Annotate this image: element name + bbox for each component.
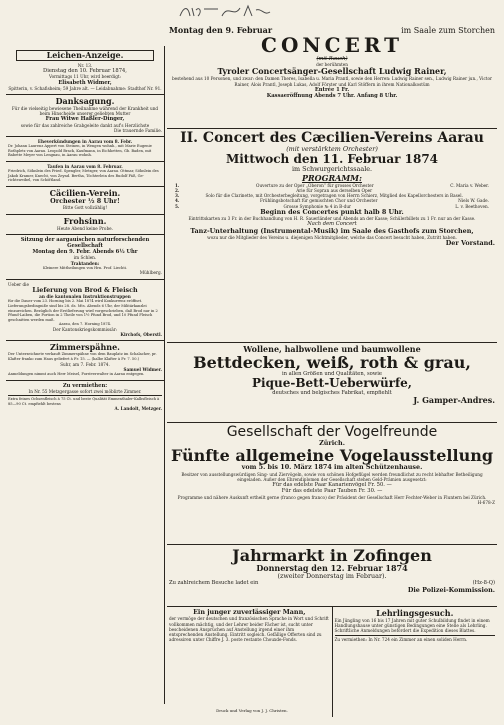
zimmerspaehne xyxy=(6,341,164,380)
footer-imprint: Druck und Verlag von J. J. Christen. xyxy=(216,708,288,713)
bett-sub: in allen Größen und Qualitäten, sowie xyxy=(282,371,382,377)
caecil-tickets: Eintrittskarten zu 3 Fr. in der Buchhandlung von H. R. Sauerländer und Abends an der Kasse; Schülerbillets zu 1 Fr. nur an der Kasse. xyxy=(188,216,476,222)
program-item-text: Ouverture zu der Oper „Oberon“ für grosses Orchester xyxy=(256,182,374,188)
newspaper-page xyxy=(2,2,500,720)
dank-title: Danksagung. xyxy=(55,96,115,107)
sitzung-sign: Mühlberg. xyxy=(139,270,162,276)
program-item-composer: L. v. Beethoven. xyxy=(455,203,489,209)
vogel-code: H-678-Z xyxy=(477,499,495,505)
vogelfreunde-ad xyxy=(167,423,497,545)
program-item-number: 2. xyxy=(175,188,180,194)
concert-date: Montag den 9. Februar xyxy=(169,25,273,35)
verm-title: Zu vermiethen: xyxy=(62,382,108,389)
program-list xyxy=(169,183,495,209)
brod-sub: an die kantonalen Instruktionstruppen xyxy=(39,294,131,300)
bett-title2: Pique-Bett-Ueberwürfe, xyxy=(252,376,412,391)
dank-name: Frau Witwe Haßler-Dinger, xyxy=(45,116,125,123)
brod-intro: Ueber die xyxy=(8,281,29,287)
verm-sign: A. Landolt, Metzger. xyxy=(114,406,162,412)
mann-text: der vermöge der deutschen und französischen Sprache in Wort und Schrift vollkommen mächtig, und der Lehrer beider Fächer ist, sucht unter bescheidenen Ansprüchen auf Anstellung irgend einer ihm entsprechenden Anstellung. Eintritt sogleich. Gefällige Offerten sind zu adressiren unter Chiffre J. 3. poste restante Chouxde-Fonds. xyxy=(169,616,329,643)
sitzung-date: Montag den 9. Febr. Abends 6½ Uhr xyxy=(32,249,138,256)
jahrmarkt-sign: Die Polizei-Kommission. xyxy=(407,585,495,594)
bett-pre: Wollene, halbwollene und baumwollene xyxy=(243,344,421,354)
zimmer-date: Suhr, am 7. Febr. 1874. xyxy=(60,361,110,367)
concert-times: Kassaeröffnung Abends 7 Uhr. Anfang 8 Uhr. xyxy=(266,93,398,100)
sitzung xyxy=(6,235,164,280)
ehe-text: Dr. Johann Laurenz Appert von Steinen, in Wengen wohnh., mit Marie Eugenie Rothpletz von Aarau. Leopold Brack, Kaufmann, in Eichhetten, Gb. Baden, mit Babette Meyer von Lengnau, in Aarau wohnh. xyxy=(8,144,152,158)
brod-fleisch xyxy=(6,280,164,342)
concert-members: bestehend aus 10 Personen, und zwar: den Damen Theres, Isabella u. Maria Prantl, sowie den Herren: Ludwig Rainer sen., Ludwig Rainer jun., Victor Rainer, Alois Prantl, Joseph Lukas, Adolf Förster und Karl Stöffern in ihrem Nationalkostüm xyxy=(171,76,493,87)
taufen-title: Taufen in Aarau vom 8. Februar. xyxy=(47,164,123,170)
verm-text: In Nr. 55 Metzgergasse sofort zwei möblirte Zimmer. xyxy=(28,388,142,394)
vogel-prize2: Für das edelste Paar Tauben Fr. 30. — xyxy=(281,488,383,495)
program-item-text: Grosse Symphonie № 4 in B-dur xyxy=(283,203,352,209)
zimmer-title: Zimmerspähne. xyxy=(50,342,120,353)
eheverkuendungen xyxy=(6,137,164,162)
bett-sub2: deutsches und belgisches Fabrikat, empfiehlt xyxy=(272,390,392,397)
lehrling-title: Lehrlingsgesuch. xyxy=(376,608,454,618)
caecil-dance2: wozu nur die Mitglieder des Vereins u. diejenigen Nichtmitglieder, welche das Concert besucht haben, Zutritt haben. xyxy=(207,235,457,241)
zimmer-text: Der Unterzeichnete verkauft Zimmerspähne von dem Bauplatz im Schalacher, pr. Klafter franko zum Haus geliefert à Fr. 15. — (halbe Klafter à Fr. 7. 50.) xyxy=(8,352,157,361)
vogel-dates: vom 5. bis 10. März 1874 im alten Schützenhause. xyxy=(241,463,423,472)
vogel-text: Besitzer von ausstellungswürdigen Sing- und Ziervögeln, sowie von schönen Hofgeflügel werden freundlichst zu recht lebhafter Betheiligung eingeladen. Außer den Ehrendiplomen der Gesellschaft stehen Geld-Prämien ausgesetzt: xyxy=(181,471,483,483)
jahrmarkt-title: Jahrmarkt in Zofingen xyxy=(232,546,432,565)
program-item-number: 5. xyxy=(175,203,180,209)
handwritten-note xyxy=(178,4,298,20)
caecil-line2: Bitte Gott vollzählig! xyxy=(62,205,108,211)
concert-sub: (mit Rauch) xyxy=(316,56,348,62)
leichen-nr: Nr. 13. xyxy=(77,63,93,68)
program-item-text: Solo für die Clarinette, mit Orchesterbegleitung, vorgetragen von Herrn Schierz, Mitglied des Kapellorchesters in Basel. xyxy=(205,193,463,199)
caecil-concert-date: Mittwoch den 11. Februar 1874 xyxy=(225,152,439,167)
dank-sign: Die trauernde Familie. xyxy=(114,127,162,133)
lehrlingsgesuch-ad xyxy=(333,607,498,717)
frohsinn xyxy=(6,215,164,235)
dank-text1: Für die vielseitig bewiesene Theilnahme während der Krankheit und beim Hinscheide unserer geliebten Mutter xyxy=(11,106,159,117)
leichen-time: Vormittags 11 Uhr, wird beerdigt: xyxy=(49,74,121,80)
vogel-title2: Fünfte allgemeine Vogelausstellung xyxy=(170,446,494,466)
ehe-title: Eheverkündungen in Aarau vom 8. Febr. xyxy=(37,139,133,145)
concert-of: der berühmten xyxy=(316,62,348,68)
danksagung xyxy=(6,95,164,137)
sitzung-title: Sitzung der aargauischen naturforschenden Gesellschaft xyxy=(20,236,150,250)
junger-mann-ad xyxy=(167,607,333,717)
leichen-box xyxy=(16,50,154,61)
caecil-concert-title: II. Concert des Cæcilien-Vereins Aarau xyxy=(180,130,484,146)
sitzung-place: im Schlen. xyxy=(73,255,97,261)
taufen-text: Friedrich, Söhnlein des Fried. Spengler, Metzger, von Aarau. Ottmar, Söhnlein des Jakob Kramer, Knecht, von Zeynd. Bertha, Töchterlein des Rudolf Fäß, Gerichtsweibel, von Schöftland. xyxy=(8,169,159,183)
program-item-composer: Niels W. Gade. xyxy=(458,198,489,204)
jahrmarkt-ad xyxy=(167,545,497,607)
caecilien-concert xyxy=(167,129,497,343)
brod-title: Lieferung von Brod & Fleisch xyxy=(32,285,138,294)
concert-title: CONCERT xyxy=(261,33,403,57)
left-column xyxy=(6,46,165,704)
caecil-dance: Tanz-Unterhaltung (Instrumental-Musik) im Saale des Gasthofs zum Storchen, xyxy=(190,226,474,235)
caecil-title: Cäcilien-Verein. xyxy=(49,188,121,198)
vogel-city: Zürich. xyxy=(319,439,345,447)
programm-title: PROGRAMM: xyxy=(302,172,362,183)
zimmer-sign: Samuel Widmer. xyxy=(123,366,162,372)
taufen xyxy=(6,162,164,187)
mann-title: Ein junger zuverlässiger Mann, xyxy=(193,608,306,616)
concert-entry: Entrée 1 Fr. xyxy=(314,86,350,93)
sitzung-tr-text: Kleinere Mittheilungen von Hrn. Prof. Liechti. xyxy=(42,265,128,270)
vogel-title: Gesellschaft der Vogelfreunde xyxy=(226,424,438,440)
program-item-number: 4. xyxy=(175,198,180,204)
jahrmarkt-code: (Hz-8-Q) xyxy=(472,580,495,587)
concert-place: im Saale zum Storchen xyxy=(401,26,495,35)
caecil-after: Nach dem Concert xyxy=(307,221,357,228)
dank-text2: sowie für das zahlreiche Grabgeleite dankt auf's Herzlichste xyxy=(20,122,150,128)
bottom-ads xyxy=(167,607,497,717)
vogel-text2: Programme und nähere Auskunft ertheilt gerne (franco gegen franco) der Präsident der Gesellschaft Herr Fechter-Weber in Fluntern bei Zürich. xyxy=(177,494,487,500)
vogel-prize1: Für das edelste Paar Kanarienvögel Fr. 50. — xyxy=(272,482,392,489)
jahrmarkt-date2: (zweiter Donnerstag im Februar). xyxy=(277,572,387,580)
frohsinn-title: Frohsinn. xyxy=(63,215,107,226)
jahrmarkt-date: Donnerstag den 12. Februar 1874 xyxy=(256,563,408,573)
leichen-date: Dienstag den 10. Februar 1874, xyxy=(43,68,127,75)
leichen-name: Elisabeth Widmer, xyxy=(58,79,112,86)
program-item-text: Frühlingsbotschaft für gemischten Chor und Orchester xyxy=(260,198,378,204)
leichen-title: Leichen-Anzeige. xyxy=(46,50,124,60)
concert-group: Tyroler Concertsänger-Gesellschaft Ludwig Rainer, xyxy=(217,66,447,77)
zimmer-extra: Anmeldungen nimmt auch Herr Meisel, Forstverwalter in Aarau entgegen. xyxy=(8,372,145,376)
bettdecken-ad xyxy=(167,343,497,423)
caecilien-verein-notice xyxy=(6,187,164,215)
caecil-begin: Beginn des Concertes punkt halb 8 Uhr. xyxy=(260,207,404,216)
caecil-concert-sub: (mit verstärktem Orchester) xyxy=(286,145,378,153)
leichen-detail: Spitterin, v. Schafisheim; 59 Jahre alt. — Leidabnahme: Stadthof Nr. 91. xyxy=(8,85,162,91)
lehrling-verm: Zu vermiethen: In Nr. 724 ein Zimmer an einen soliden Herrn. xyxy=(334,636,468,642)
caecil-line1: Orchester ½ 8 Uhr! xyxy=(50,197,120,205)
program-item-composer: C. Maria v. Weber. xyxy=(450,182,489,188)
verm-text2: Extra feines Ochsenfleisch à 75 Ct. und beste Qualität Emmenthaler-Kalbsfleisch à 85—90 Ct. empfiehlt bestens xyxy=(8,397,160,406)
brod-sign: Kirchofs, Oberstl. xyxy=(120,332,162,338)
brod-office: Der Kantonskriegskommissär: xyxy=(52,327,118,332)
jahrmarkt-invite: Zu zahlreichem Besuche ladet ein xyxy=(169,580,259,587)
lehrling-text: Ein Jüngling von 16 bis 17 Jahren mit guter Schulbildung findet in einem Handlungshause unter günstigen Bedingungen eine Stelle als Lehrling. Schriftliche Anmeldungen befördert die Expedition dieses Blattes. xyxy=(334,618,490,634)
brod-date: Aarau, den 7. Horning 1874. xyxy=(58,322,112,327)
brod-text: für die Dauer vom 23. Horning bis 2. Mai 1874 wird Konkurrenz eröffnet. Lieferungsbedingniße sind bis 28. ds. Mts. Abends 6 Uhr, der Militärkanzlei einzureichen. Bezüglich der Erstlieferung wird vorgeschrieben, daß Brod nur in 2 Pfund-Laiben, die Portion in 2 Theile von 1½ Pfund Brod, und 10 Pfund Fleisch geschnitten werden muß. xyxy=(8,299,158,322)
bett-sign: J. Gamper-Andres. xyxy=(413,395,495,406)
leichen-anzeige xyxy=(6,46,164,95)
program-item-number: 3. xyxy=(175,193,180,199)
tyroler-concert xyxy=(167,24,497,129)
caecil-sign: Der Vorstand. xyxy=(445,239,495,248)
program-item-number: 1. xyxy=(175,182,180,188)
frohsinn-text: Heute Abend keine Probe. xyxy=(57,225,113,231)
bett-title: Bettdecken, weiß, roth & grau, xyxy=(193,353,471,372)
sitzung-tr-title: Traktanden: xyxy=(70,260,100,266)
right-column xyxy=(167,24,497,704)
caecil-concert-place: im Schwurgerichtssaale. xyxy=(291,165,373,174)
program-item-text: Arie für Sopran aus derselben Oper xyxy=(296,188,373,194)
vermiethen-left xyxy=(6,381,164,415)
